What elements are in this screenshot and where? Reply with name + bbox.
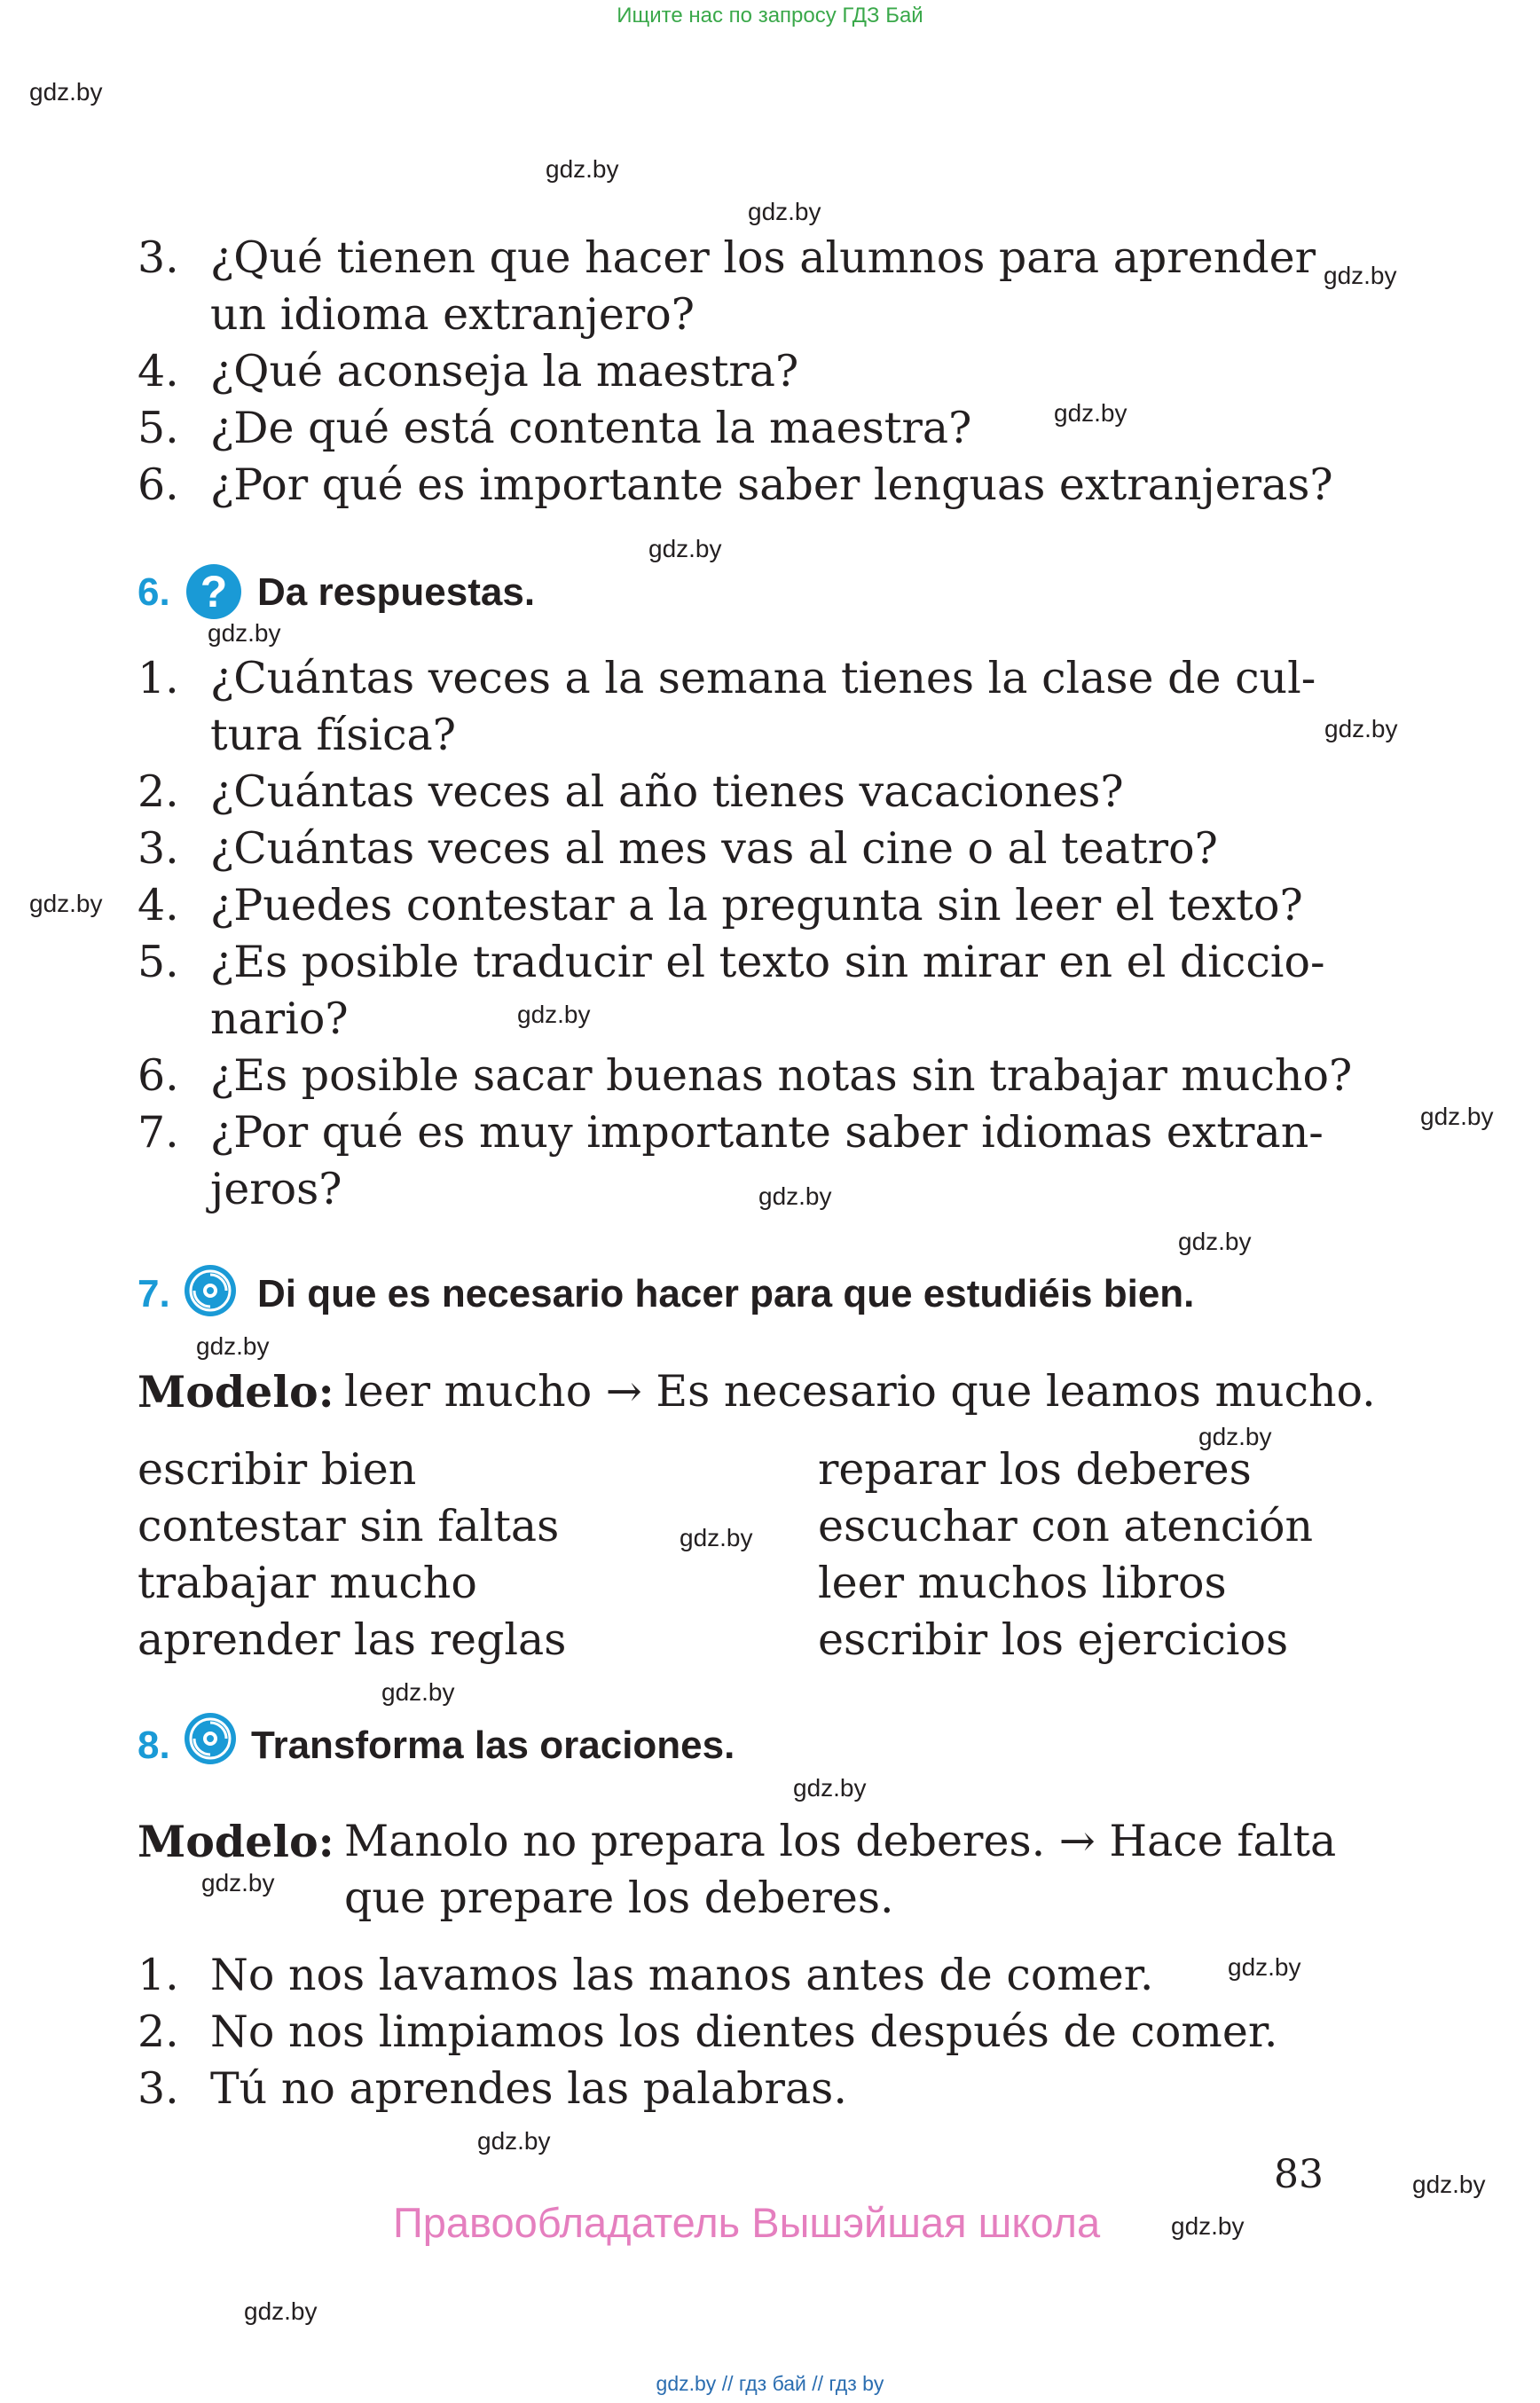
modelo-label: Modelo:: [138, 1366, 334, 1417]
list-item-text: ¿Por qué es muy importante saber idiomas extran-: [210, 1107, 1324, 1158]
word-column-right: [818, 1441, 1313, 1669]
list-item-text: ¿Cuántas veces a la semana tienes la clase de cul-: [210, 653, 1316, 703]
exercise-title: Transforma las oraciones.: [251, 1724, 735, 1767]
watermark: gdz.by: [244, 2297, 318, 2325]
list-number: 3.: [138, 2063, 179, 2114]
watermark: gdz.by: [793, 1774, 867, 1802]
question-icon: ?: [186, 564, 241, 619]
list-item-text: jeros?: [210, 1164, 342, 1214]
exercise-number: 6.: [138, 570, 170, 614]
list-number: 5.: [138, 403, 179, 453]
list-number: 3.: [138, 232, 179, 283]
exercise-title: Di que es necesario hacer para que estudiéis bien.: [257, 1272, 1195, 1315]
list-item-text: ¿Qué tienen que hacer los alumnos para aprender: [210, 232, 1316, 283]
list-number: 7.: [138, 1107, 179, 1158]
watermark: gdz.by: [748, 198, 821, 225]
list-item: leer muchos libros: [818, 1558, 1227, 1608]
watermark: gdz.by: [201, 1869, 275, 1896]
list-item-text: ¿Cuántas veces al mes vas al cine o al teatro?: [210, 823, 1218, 874]
list-item: trabajar mucho: [138, 1558, 477, 1608]
list-item: escribir bien: [138, 1444, 417, 1495]
watermark: gdz.by: [1420, 1103, 1494, 1130]
watermark: gdz.by: [517, 1001, 591, 1028]
copyright-notice: Правообладатель Вышэйшая школа: [393, 2199, 1101, 2246]
top-banner[interactable]: Ищите нас по запросу ГДЗ Бай: [617, 4, 923, 27]
watermark: gdz.by: [1228, 1953, 1301, 1981]
list-item-text: ¿Puedes contestar a la pregunta sin leer el texto?: [210, 880, 1303, 931]
list-item-text: ¿Cuántas veces al año tienes vacaciones?: [210, 766, 1124, 817]
page-number: 83: [1274, 2152, 1324, 2197]
modelo-text: Manolo no prepara los deberes. → Hace falta: [344, 1816, 1337, 1866]
list-item: escuchar con atención: [818, 1501, 1314, 1551]
list-item-text: ¿Es posible traducir el texto sin mirar en el diccio-: [210, 937, 1325, 987]
word-column-left: [138, 1441, 566, 1669]
list-item-text: ¿Por qué es importante saber lenguas extranjeras?: [210, 459, 1333, 510]
watermark: gdz.by: [1324, 715, 1398, 742]
watermark: gdz.by: [29, 78, 103, 106]
watermark: gdz.by: [1412, 2171, 1486, 2198]
list-number: 4.: [138, 880, 179, 931]
watermark: gdz.by: [196, 1332, 270, 1360]
modelo-label: Modelo:: [138, 1816, 334, 1867]
exercise-number: 7.: [138, 1272, 170, 1315]
exercise-number: 8.: [138, 1724, 170, 1767]
watermark: gdz.by: [477, 2127, 551, 2155]
watermark: gdz.by: [680, 1524, 753, 1551]
watermark: gdz.by: [1178, 1228, 1252, 1255]
watermark: gdz.by: [208, 619, 281, 647]
list-number: 1.: [138, 653, 179, 703]
list-item-text: Tú no aprendes las palabras.: [210, 2063, 847, 2114]
list-number: 3.: [138, 823, 179, 874]
list-item-text: No nos limpiamos los dientes después de comer.: [210, 2006, 1278, 2057]
watermark: gdz.by: [1171, 2212, 1245, 2240]
list-item: aprender las reglas: [138, 1614, 567, 1665]
watermark: gdz.by: [546, 155, 619, 183]
list-number: 2.: [138, 2006, 179, 2057]
modelo-text: leer mucho → Es necesario que leamos mucho.: [344, 1366, 1376, 1417]
list-item: escribir los ejercicios: [818, 1614, 1289, 1665]
list-item-text: ¿De qué está contenta la maestra?: [210, 403, 972, 453]
exercise-title: Da respuestas.: [257, 570, 536, 614]
list-item-text: No nos lavamos las manos antes de comer.: [210, 1950, 1154, 2000]
watermark: gdz.by: [1054, 399, 1128, 427]
watermark: gdz.by: [758, 1182, 832, 1210]
list-item: contestar sin faltas: [138, 1501, 560, 1551]
list-number: 5.: [138, 937, 179, 987]
watermark: gdz.by: [1198, 1423, 1272, 1450]
list-item-text: ¿Es posible sacar buenas notas sin trabajar mucho?: [210, 1050, 1353, 1101]
list-number: 4.: [138, 346, 179, 397]
cd-icon: [183, 1711, 238, 1766]
list-number: 6.: [138, 1050, 179, 1101]
list-item: reparar los deberes: [818, 1444, 1252, 1495]
watermark: gdz.by: [1324, 262, 1397, 289]
bottom-links[interactable]: gdz.by // гдз бай // гдз by: [656, 2372, 884, 2395]
watermark: gdz.by: [381, 1678, 455, 1706]
list-item-text: nario?: [210, 993, 349, 1044]
cd-icon: [183, 1263, 238, 1318]
list-number: 2.: [138, 766, 179, 817]
modelo-text: que prepare los deberes.: [344, 1873, 894, 1923]
list-number: 1.: [138, 1950, 179, 2000]
list-item-text: un idioma extranjero?: [210, 289, 695, 340]
watermark: gdz.by: [29, 890, 103, 917]
list-number: 6.: [138, 459, 179, 510]
list-item-text: tura física?: [210, 710, 457, 760]
list-item-text: ¿Qué aconseja la maestra?: [210, 346, 799, 397]
watermark: gdz.by: [648, 535, 722, 562]
